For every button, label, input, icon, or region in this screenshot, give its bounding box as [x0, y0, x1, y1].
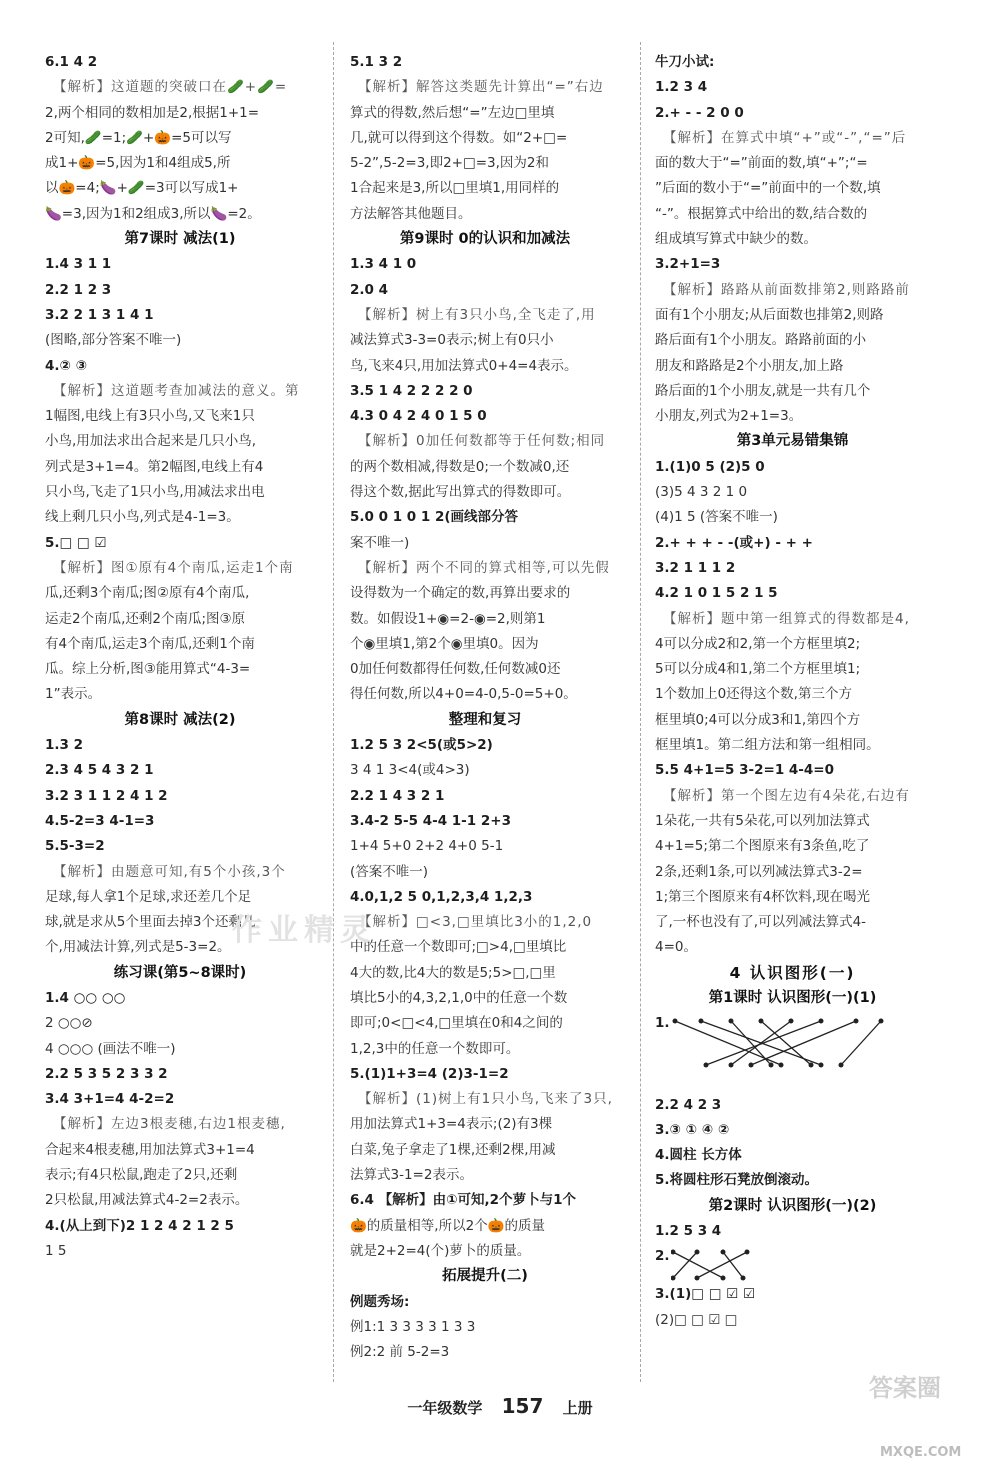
answer-line: 4.圆柱 长方体	[655, 1147, 742, 1164]
text-line: 2可知,🥒=1;🥒+🎃=5可以写	[45, 129, 232, 146]
text-line: 框里填1。第二组方法和第一组相同。	[655, 737, 880, 754]
section-title: 整理和复习	[448, 711, 522, 728]
match-dot-top	[745, 1250, 750, 1255]
match-dot-bottom	[819, 1063, 824, 1068]
match-dot-bottom	[749, 1063, 754, 1068]
explanation-line: 【解析】(1)树上有1只小鸟,飞来了3只,	[358, 1091, 613, 1108]
match-dot-bottom	[779, 1063, 784, 1068]
text-line: 1;第三个图原来有4杯饮料,现在喝光	[655, 888, 871, 905]
text-line: 框里填0;4可以分成3和1,第四个方	[655, 711, 861, 728]
answer-line: 4.5-2=3 4-1=3	[45, 812, 155, 829]
answer-line: 1.3 2	[45, 737, 84, 754]
text-line: 线上剩几只小鸟,列式是4-1=3。	[45, 509, 240, 526]
answer-line: 2.2 1 4 3 2 1	[350, 787, 445, 804]
answer-line: 6.1 4 2	[45, 54, 98, 70]
match-dot-top	[721, 1250, 726, 1255]
answer-line: 4.② ③	[45, 357, 88, 374]
answer-line: 1.4 ○○ ○○	[45, 989, 126, 1006]
answer-line: 1.(1)0 5 (2)5 0	[655, 458, 765, 475]
text-line: 朋友和路路是2个小朋友,加上路	[655, 357, 844, 374]
match-dot-bottom	[695, 1276, 700, 1281]
explanation-line: 【解析】两个不同的算式相等,可以先假	[358, 559, 610, 576]
text-line: (图略,部分答案不唯一)	[45, 332, 182, 349]
match-dot-bottom	[839, 1063, 844, 1068]
text-line: 路后面的1个小朋友,就是一共有几个	[655, 382, 871, 399]
text-line: 瓜。综上分析,图③能用算式“4-3=	[45, 661, 251, 678]
watermark-middle: 作业精灵	[232, 913, 376, 948]
match-dot-top	[671, 1250, 676, 1255]
text-line: 1 5	[45, 1242, 67, 1259]
explanation-line: 【解析】图①原有4个南瓜,运走1个南	[53, 559, 294, 576]
text-line: 例1:1 3 3 3 3 1 3 3	[350, 1318, 476, 1335]
text-line: 瓜,还剩3个南瓜;图②原有4个南瓜,	[45, 585, 250, 602]
text-line: 设得数为一个确定的数,再算出要求的	[350, 585, 571, 602]
match-dot-bottom	[769, 1063, 774, 1068]
text-line: 白菜,兔子拿走了1棵,还剩2棵,用减	[350, 1141, 556, 1158]
explanation-line: 【解析】左边3根麦穗,右边1根麦穗,	[53, 1116, 286, 1133]
text-line: 个◉里填1,第2个◉里填0。因为	[350, 635, 539, 652]
match-dot-top	[729, 1019, 734, 1024]
unit-title: 4 认识图形(一)	[729, 963, 856, 982]
text-line: 2 ○○⊘	[45, 1015, 93, 1032]
explanation-line: 【解析】在算式中填“+”或“-”,“=”后	[663, 129, 907, 146]
matching-line	[673, 1252, 723, 1278]
text-line: 球,就是求从5个里面去掉3个还剩几	[45, 914, 256, 931]
match-dot-bottom	[741, 1276, 746, 1281]
answer-line: 4.2 1 0 1 5 2 1 5	[655, 585, 778, 602]
text-line: (3)5 4 3 2 1 0	[655, 484, 748, 501]
footer-volume: 上册	[562, 1399, 593, 1417]
answer-line: 3.③ ① ④ ②	[655, 1121, 730, 1138]
page-number: 157	[501, 1394, 544, 1418]
column-left	[45, 50, 315, 1264]
text-line: 减法算式3-3=0表示;树上有0只小	[350, 332, 554, 349]
answer-line: 4.(从上到下)2 1 2 4 2 1 2 5	[45, 1217, 234, 1234]
matching-figure-2	[655, 1244, 930, 1282]
footer-grade: 一年级数学	[407, 1399, 483, 1417]
answer-line: 5.1 3 2	[350, 54, 403, 70]
column-middle	[350, 50, 620, 1365]
answer-line: 2.+ + + - -(或+) - + +	[655, 534, 813, 551]
answer-line: 3.2 3 1 1 2 4 1 2	[45, 787, 168, 804]
text-line: 1合起来是3,所以□里填1,用同样的	[350, 180, 560, 197]
watermark-logo-text: 答案圈	[869, 1374, 941, 1402]
text-line: 表示;有4只松鼠,跑走了2只,还剩	[45, 1167, 238, 1184]
answer-line: 3.5 1 4 2 2 2 2 0	[350, 382, 473, 399]
answer-line: 5.0 0 1 0 1 2(画线部分答	[350, 509, 519, 526]
text-line: 4 ○○○ (画法不唯一)	[45, 1040, 176, 1057]
text-line: 方法解答其他题目。	[350, 205, 472, 222]
answer-line: 5.(1)1+3=4 (2)3-1=2	[350, 1065, 509, 1082]
explanation-line: 【解析】□<3,□里填比3小的1,2,0	[358, 914, 593, 931]
matching-line	[841, 1021, 881, 1065]
watermark-logo	[825, 1368, 985, 1448]
text-line: 即可;0<□<4,□里填在0和4之间的	[350, 1015, 563, 1032]
text-line: 几,就可以得到这个得数。如“2+□=	[350, 129, 568, 146]
text-line: 列式是3+1=4。第2幅图,电线上有4	[45, 458, 264, 475]
section-title: 第1课时 认识图形(一)(1)	[708, 989, 877, 1006]
section-title: 第7课时 减法(1)	[124, 231, 236, 248]
match-dot-top	[699, 1019, 704, 1024]
match-dot-top	[789, 1019, 794, 1024]
match-dot-bottom	[704, 1063, 709, 1068]
match-dot-top	[759, 1019, 764, 1024]
watermark-site: MXQE.COM	[880, 1445, 962, 1460]
match-dot-top	[819, 1019, 824, 1024]
text-line: 得任何数,所以4+0=4-0,5-0=5+0。	[350, 686, 577, 703]
text-line: 填比5小的4,3,2,1,0中的任意一个数	[350, 989, 568, 1006]
matching-lines-svg	[671, 1015, 931, 1071]
matching-line	[673, 1252, 697, 1278]
match-dot-top	[695, 1250, 700, 1255]
section-title: 第8课时 减法(2)	[124, 711, 236, 728]
explanation-line: 【解析】第一个图左边有4朵花,右边有	[663, 787, 910, 804]
answer-line: 5.5-3=2	[45, 838, 105, 855]
text-line: 的两个数相减,得数是0;一个数减0,还	[350, 458, 570, 475]
text-line: 1”表示。	[45, 686, 102, 703]
text-line: 以🎃=4;🍆+🥒=3可以写成1+	[45, 180, 239, 197]
matching-line	[731, 1021, 791, 1065]
text-line: ”后面的数小于“=”前面中的一个数,填	[655, 180, 881, 197]
text-line: 法算式3-1=2表示。	[350, 1167, 473, 1184]
answer-line: 5.5 4+1=5 3-2=1 4-4=0	[655, 762, 835, 779]
text-line: 1+4 5+0 2+2 4+0 5-1	[350, 838, 504, 855]
explanation-line: 【解析】这道题的突破口在🥒+🥒=	[53, 79, 288, 96]
question-number: 2.	[655, 1248, 670, 1265]
text-line: 2只松鼠,用减法算式4-2=2表示。	[45, 1192, 249, 1209]
text-line: 个,用减法计算,列式是5-3=2。	[45, 939, 231, 956]
section-title: 第2课时 认识图形(一)(2)	[708, 1197, 877, 1214]
text-line: 中的任意一个数即可;□>4,□里填比	[350, 939, 567, 956]
text-line: 4+1=5;第二个图原来有3条鱼,吃了	[655, 838, 870, 855]
text-line: 用加法算式1+3=4表示;(2)有3棵	[350, 1116, 553, 1133]
answer-line: 3.2 1 1 1 2	[655, 559, 736, 576]
column-right	[655, 50, 930, 1333]
answer-line: 1.2 3 4	[655, 79, 708, 96]
answer-line: 2.0 4	[350, 281, 389, 298]
answer-line: 1.2 5 3 2<5(或5>2)	[350, 737, 493, 754]
text-line: 1,2,3中的任意一个数即可。	[350, 1040, 520, 1057]
match-dot-top	[854, 1019, 859, 1024]
section-title: 练习课(第5~8课时)	[113, 964, 247, 981]
text-line: 🍆=3,因为1和2组成3,所以🍆=2。	[45, 205, 261, 222]
text-line: “-”。根据算式中给出的数,结合数的	[655, 205, 868, 222]
section-title: 拓展提升(二)	[442, 1268, 528, 1285]
text-line: 4=0。	[655, 939, 697, 956]
matching-figure-1	[655, 1011, 930, 1067]
answer-line: 3.(1)□ □ ☑ ☑	[655, 1286, 756, 1303]
text-line: 数。如假设1+◉=2-◉=2,则第1	[350, 610, 546, 627]
answer-line: 5.将圆柱形石凳放倒滚动。	[655, 1172, 819, 1189]
explanation-line: 【解析】0加任何数都等于任何数;相同	[358, 433, 606, 450]
text-line: 例2:2 前 5-2=3	[350, 1344, 450, 1361]
text-line: 案不唯一)	[350, 534, 410, 551]
matching-lines-svg	[671, 1248, 931, 1282]
answer-line: 6.4 【解析】由①可知,2个萝卜与1个	[350, 1192, 576, 1209]
text-line: 算式的得数,然后想“=”左边□里填	[350, 104, 555, 121]
question-number: 1.	[655, 1015, 670, 1032]
answer-line: 1.4 3 1 1	[45, 256, 112, 273]
answer-line: 3.2 2 1 3 1 4 1	[45, 306, 154, 323]
explanation-line: 【解析】树上有3只小鸟,全飞走了,用	[358, 306, 596, 323]
text-line: 合起来4根麦穗,用加法算式3+1=4	[45, 1141, 255, 1158]
text-line: 小鸟,用加法求出合起来是几只小鸟,	[45, 433, 257, 450]
text-line: (4)1 5 (答案不唯一)	[655, 509, 778, 526]
text-line: 了,一杯也没有了,可以列减法算式4-	[655, 914, 867, 931]
text-line: 就是2+2=4(个)萝卜的质量。	[350, 1242, 531, 1259]
text-line: 3 4 1 3<4(或4>3)	[350, 762, 470, 779]
text-line: 面有1个小朋友;从后面数也排第2,则路	[655, 306, 884, 323]
answer-line: 2.2 5 3 5 2 3 3 2	[45, 1065, 168, 1082]
text-line: 2条,还剩1条,可以列减法算式3-2=	[655, 863, 863, 880]
text-line: 5-2”,5-2=3,即2+□=3,因为2和	[350, 155, 550, 172]
answer-line: 2.3 4 5 4 3 2 1	[45, 762, 154, 779]
answer-line: 1.3 4 1 0	[350, 256, 417, 273]
answer-line: 4.3 0 4 2 4 0 1 5 0	[350, 408, 487, 425]
column-divider-1	[333, 42, 334, 1382]
explanation-line: 【解析】由题意可知,有5个小孩,3个	[53, 863, 286, 880]
answer-line: 5.□ □ ☑	[45, 534, 107, 551]
text-line: 鸟,飞来4只,用加法算式0+4=4表示。	[350, 357, 578, 374]
section-title: 第3单元易错集锦	[736, 433, 849, 450]
match-dot-top	[673, 1019, 678, 1024]
answer-line: 3.2+1=3	[655, 256, 721, 273]
match-dot-bottom	[809, 1063, 814, 1068]
text-line: 🎃的质量相等,所以2个🎃的质量	[350, 1217, 545, 1234]
text-line: 面的数大于“=”前面的数,填“+”;“=	[655, 155, 868, 172]
text-line: 有4个南瓜,运走3个南瓜,还剩1个南	[45, 635, 255, 652]
answer-line: 2.2 4 2 3	[655, 1096, 722, 1113]
answer-line: 2.+ - - 2 0 0	[655, 104, 744, 121]
text-line: 1幅图,电线上有3只小鸟,又飞来1只	[45, 408, 255, 425]
text-line: 路后面有1个小朋友。路路前面的小	[655, 332, 867, 349]
text-line: 4大的数,比4大的数是5;5>□,□里	[350, 964, 556, 981]
explanation-line: 【解析】路路从前面数排第2,则路路前	[663, 281, 910, 298]
answer-line: 3.4 3+1=4 4-2=2	[45, 1091, 175, 1108]
answer-line: 4.0,1,2 5 0,1,2,3,4 1,2,3	[350, 888, 533, 905]
text-line: 只小鸟,飞走了1只小鸟,用减法求出电	[45, 484, 265, 501]
text-line: 足球,每人拿1个足球,求还差几个足	[45, 888, 252, 905]
text-line: 2,两个相同的数相加是2,根据1+1=	[45, 104, 260, 121]
match-dot-bottom	[729, 1063, 734, 1068]
column-divider-2	[640, 42, 641, 1382]
text-line: 组成填写算式中缺少的数。	[655, 231, 817, 248]
match-dot-top	[879, 1019, 884, 1024]
explanation-line: 【解析】这道题考查加减法的意义。第	[53, 382, 300, 399]
answer-line: 例题秀场:	[350, 1293, 410, 1310]
answer-line: 3.4-2 5-5 4-4 1-1 2+3	[350, 812, 511, 829]
answer-line: 2.2 1 2 3	[45, 281, 112, 298]
section-title: 第9课时 0的认识和加减法	[399, 231, 571, 248]
text-line: (2)□ □ ☑ □	[655, 1311, 738, 1328]
text-line: 4可以分成2和2,第一个方框里填2;	[655, 635, 861, 652]
explanation-line: 【解析】题中第一组算式的得数都是4,	[663, 610, 910, 627]
text-line: 0加任何数都得任何数,任何数减0还	[350, 661, 561, 678]
text-line: 1个数加上0还得这个数,第三个方	[655, 686, 852, 703]
text-line: 小朋友,列式为2+1=3。	[655, 408, 803, 425]
answer-line: 牛刀小试:	[655, 54, 715, 70]
text-line: 成1+🎃=5,因为1和4组成5,所	[45, 155, 231, 172]
text-line: 1朵花,一共有5朵花,可以列加法算式	[655, 812, 870, 829]
text-line: 得这个数,据此写出算式的得数即可。	[350, 484, 571, 501]
text-line: 运走2个南瓜,还剩2个南瓜;图③原	[45, 610, 246, 627]
text-line: 5可以分成4和1,第二个方框里填1;	[655, 661, 861, 678]
text-line: (答案不唯一)	[350, 863, 429, 880]
match-dot-bottom	[721, 1276, 726, 1281]
answer-line: 1.2 5 3 4	[655, 1223, 722, 1240]
explanation-line: 【解析】解答这类题先计算出“=”右边	[358, 79, 604, 96]
